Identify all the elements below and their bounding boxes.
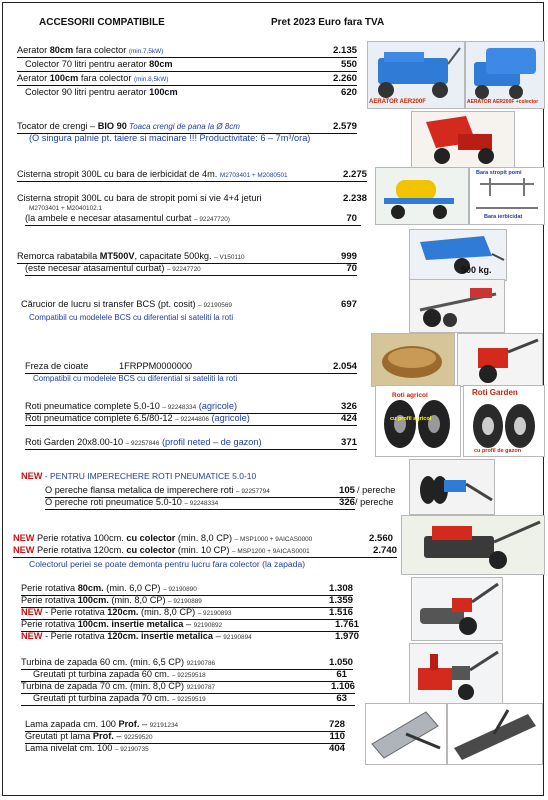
carucior-price: 697 [340, 299, 357, 310]
roti-garden-label: Roti Garden [472, 388, 518, 397]
twin-wheel-mower-image [409, 459, 495, 515]
perie-120-metal-row: NEW - Perie rotativa 120cm. insertie metalica – 92190894 [21, 631, 252, 641]
tocator-price: 2.579 [332, 121, 357, 132]
divider [17, 85, 357, 86]
aerator-100-price: 2.260 [332, 73, 357, 84]
lama-nivelat-row: Lama nivelat cm. 100 – 92190735 [25, 743, 149, 753]
cisterna-ierbicidat-row: Cisterna stropit 300L cu bara de ierbicidat de 4m. M2703401 + M2080501 [17, 169, 288, 179]
divider [25, 225, 361, 226]
aerator-80-price: 2.135 [332, 45, 357, 56]
divider [45, 509, 355, 510]
perie-120-row: NEW - Perie rotativa 120cm. (min. 8,0 CP) – 92190893 [21, 607, 232, 617]
divider [25, 425, 357, 426]
cisterna-pomi-row: Cisterna stropit 300L cu bara de stropit pomi si vie 4+4 jeturi [17, 193, 262, 203]
cisterna-pomi-price: 2.238 [342, 193, 367, 204]
cisterna-note-price: 70 [346, 213, 357, 224]
perie-100-price: 1.359 [328, 595, 353, 606]
greutati-60-price: 61 [336, 669, 347, 680]
collector-70-row: Colector 70 litri pentru aerator 80cm [25, 59, 173, 69]
aerator-80-row: Aerator 80cm fara colector (min.7,5kW) [17, 45, 164, 55]
spray-bars-image [469, 167, 545, 225]
divider [17, 181, 367, 182]
roti-6-price: 424 [340, 413, 357, 424]
price-column-header: Pret 2023 Euro fara TVA [271, 17, 385, 28]
perie-120-colector-row: NEW Perie rotativa 120cm. cu colector (min. 10 CP) – MSP1200 + 9AICAS0001 [13, 545, 310, 555]
agricultural-wheels-image [375, 385, 461, 457]
perie-80-row: Perie rotativa 80cm. (min. 6,0 CP) – 92190890 [21, 583, 197, 593]
stump-image [371, 333, 455, 387]
greutati-70-row: Greutati pt turbina zapada 70 cm. – 92259519 [33, 693, 206, 703]
tocator-row: Tocator de crengi – BIO 90 Toaca crengi de pana la Ø 8cm [17, 121, 240, 131]
divider [25, 275, 357, 276]
perie-100-row: Perie rotativa 100cm. (min. 8,0 CP) – 92190889 [21, 595, 202, 605]
freza-price: 2.054 [332, 361, 357, 372]
turbina-60-price: 1.050 [328, 657, 353, 668]
bara-ierbicidat-label: Bara ierbicidat [484, 214, 523, 220]
perie-colector-note: Colectorul periei se poate demonta pentru lucru fara colector (la zapada) [29, 559, 306, 569]
page-title: ACCESORII COMPATIBILE [39, 17, 165, 28]
divider [21, 705, 355, 706]
stump-grinder-image [457, 333, 543, 387]
remorca-note-price: 70 [346, 263, 357, 274]
perie-100-colector-row: NEW Perie rotativa 100cm. cu colector (min. 8,0 CP) – MSP1000 + 9AICAS0000 [13, 533, 313, 543]
perie-80-price: 1.308 [328, 583, 353, 594]
roti-agricol-label: Roti agricol [392, 392, 428, 399]
freza-code: 1FRPPM0000000 [119, 361, 193, 371]
price-list-page [2, 2, 544, 796]
aerator-collector-caption: AERATOR AER200F +colector [467, 99, 539, 105]
roti-garden-price: 371 [340, 437, 357, 448]
freza-label: Freza de cioate [25, 361, 89, 371]
roti-5-price: 326 [340, 401, 357, 412]
sprayer-image [375, 167, 469, 225]
chipper-image [411, 111, 515, 169]
perie-120-price: 1.516 [328, 607, 353, 618]
aerator-caption: AERATOR AER200F [369, 99, 426, 105]
greutati-70-price: 63 [336, 693, 347, 704]
turbina-70-row: Turbina de zapada 70 cm. (min. 8,0 CP) 92190787 [21, 681, 216, 691]
collector-90-row: Colector 90 litri pentru aerator 100cm [25, 87, 178, 97]
cisterna-note-row: (la ambele e necesar atasamentul curbat – 92247720) [25, 213, 230, 223]
tocator-note: (O singura palnie pt. taiere si macinare !!! Productivitate: 6 – 7m³/ora) [29, 133, 311, 143]
remorca-price: 999 [340, 251, 357, 262]
snow-blade-image [365, 703, 447, 765]
turbina-60-row: Turbina de zapada 60 cm. (min. 6,5 CP) 92190786 [21, 657, 216, 667]
cisterna-pomi-code: M2703401 + M2040102.1 [29, 205, 103, 212]
remorca-note-row: (este necesar atasamentul curbat) – 92247720 [25, 263, 201, 273]
perie-120-metal-price: 1.970 [334, 631, 359, 642]
turbina-70-price: 1.106 [330, 681, 355, 692]
work-cart-image [409, 279, 505, 333]
divider [17, 71, 357, 72]
roti-pereche-row: O pereche roti pneumatice 5.0-10 – 92248334 [45, 497, 219, 507]
roti-pereche-price: 326 [338, 497, 355, 508]
flansa-price: 105 [338, 485, 355, 496]
roti-garden-sub: cu profil de gazon [474, 448, 522, 454]
collector-90-price: 620 [340, 87, 357, 98]
aerator-100-row: Aerator 100cm fara colector (min.8,5kW) [17, 73, 169, 83]
freza-note: Compatibil cu modelele BCS cu diferential si sateliti la roti [33, 374, 238, 383]
trailer-image [409, 229, 507, 281]
divider [25, 449, 357, 450]
carucior-row: Cărucior de lucru si transfer BCS (pt. cosit) – 92190569 [21, 299, 232, 309]
rotary-brush-image [411, 577, 503, 641]
roti-agricol-sub: cu profil agricol [390, 416, 432, 422]
lama-zapada-row: Lama zapada cm. 100 Prof. – 92191234 [25, 719, 179, 729]
sweeper-collector-image [401, 515, 545, 575]
roti-pereche-unit: / pereche [355, 497, 394, 507]
leveling-blade-image [447, 703, 543, 765]
capacity-badge: 500 kg. [461, 265, 492, 275]
garden-wheels-image [463, 385, 545, 457]
perie-100-metal-price: 1.761 [334, 619, 359, 630]
cisterna-ierbicidat-price: 2.275 [342, 169, 367, 180]
flansa-unit: / pereche [357, 485, 396, 495]
perie-120-colector-price: 2.740 [372, 545, 397, 556]
greutati-lama-row: Greutati pt lama Prof. – 92259520 [25, 731, 153, 741]
roti-garden-row: Roti Garden 20x8.00-10 – 92257846 (profil neted – de gazon) [25, 437, 262, 447]
lama-zapada-price: 728 [328, 719, 345, 730]
greutati-60-row: Greutati pt turbina zapada 60 cm. – 92259518 [33, 669, 206, 679]
greutati-lama-price: 110 [329, 731, 345, 742]
snow-blower-image [409, 643, 503, 705]
bara-pomi-label: Bara stropit pomi [476, 170, 522, 176]
flansa-row: O pereche flansa metalica de imperechere roti – 92257794 [45, 485, 270, 495]
roti-5-row: Roti pneumatice complete 5.0-10 – 92248334 (agricole) [25, 401, 238, 411]
remorca-row: Remorca rabatabila MT500V, capacitate 500kg. – V150110 [17, 251, 245, 261]
lama-nivelat-price: 404 [328, 743, 345, 754]
collector-70-price: 550 [340, 59, 357, 70]
perie-100-metal-row: Perie rotativa 100cm. insertie metalica – 92190892 [21, 619, 223, 629]
imperechere-heading: NEW - PENTRU IMPERECHERE ROTI PNEUMATICE 5.0-10 [21, 471, 257, 481]
divider [13, 557, 397, 558]
carucior-note: Compatibil cu modelele BCS cu diferential si sateliti la roti [29, 313, 234, 322]
roti-6-row: Roti pneumatice complete 6.5/80-12 – 92244806 (agricole) [25, 413, 250, 423]
perie-100-colector-price: 2.560 [368, 533, 393, 544]
divider [17, 57, 357, 58]
